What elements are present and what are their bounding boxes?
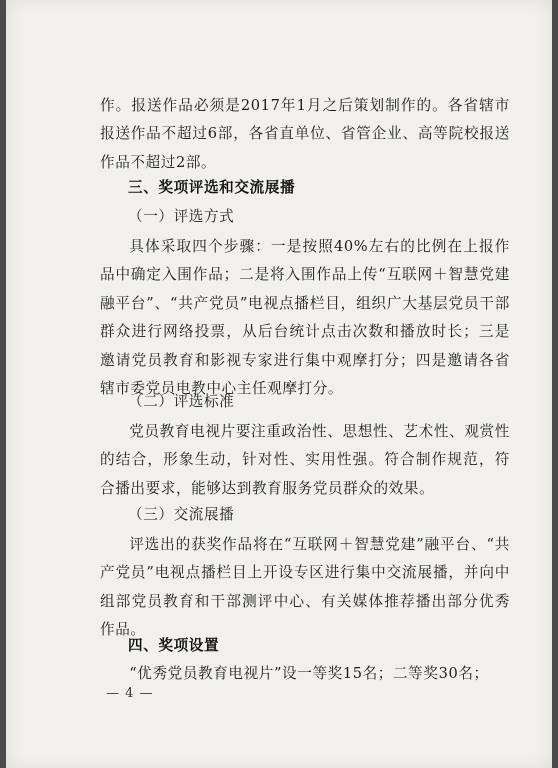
paragraph-method: 具体采取四个步骤：一是按照40%左右的比例在上报作品中确定入围作品；二是将入围作品上传“互联网＋智慧党建融平台”、“共产党员”电视点播栏目，组织广大基层党员干部群众进行网络投票，从后台统计点击次数和播放时长；三是邀请党员教育和影视专家进行集中观摩打分；四是邀请各省辖市委党员电教中心主任观摩打分。	[100, 238, 510, 398]
document-page	[6, 0, 552, 768]
section-heading-4: 四、奖项设置	[128, 637, 220, 654]
paragraph-awards: “优秀党员教育电视片”设一等奖15名；二等奖30名；	[129, 665, 489, 682]
section-heading-3: 三、奖项评选和交流展播	[128, 179, 296, 196]
subheading-criteria: （二）评选标准	[128, 393, 235, 410]
paragraph-exhibition: 评选出的获奖作品将在“互联网＋智慧党建”融平台、“共产党员”电视点播栏目上开设专区进行集中交流展播，并向中组部党员教育和干部测评中心、有关媒体推荐播出部分优秀作品。	[100, 536, 510, 639]
subheading-method: （一）评选方式	[128, 208, 235, 225]
page-number: — 4 —	[106, 686, 154, 701]
paragraph-submission-rules: 作。报送作品必须是2017年1月之后策划制作的。各省辖市报送作品不超过6部，各省直单位、省管企业、高等院校报送作品不超过2部。	[100, 97, 510, 171]
subheading-exhibition: （三）交流展播	[128, 506, 235, 523]
paragraph-criteria: 党员教育电视片要注重政治性、思想性、艺术性、观赏性的结合，形象生动，针对性、实用性强。符合制作规范，符合播出要求，能够达到教育服务党员群众的效果。	[100, 423, 510, 497]
